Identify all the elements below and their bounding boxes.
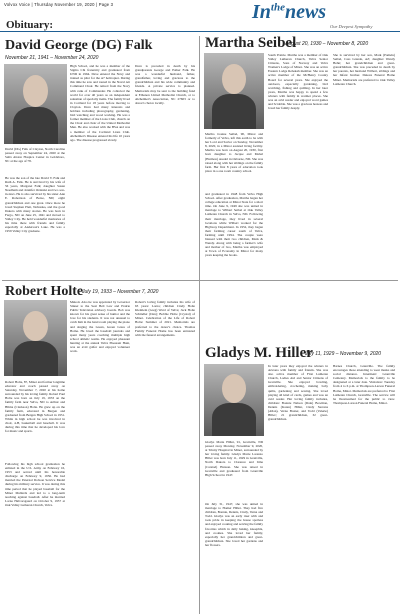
- tagline: Our Deepest Sympathy: [330, 24, 373, 29]
- obit-column: South Prairie. Martha was a member of Oak Valley Lutheran Church, Velva Senior Citizens, Sons of Norway and Velva Women's Lodge of Minot. She was an active Eastern Lodge Rebekah member. She was an active member of the McHenry County Board for several years. She enjoyed the outdoors, especially gardening, bird watching, fishing and quilting. In her later years, Martha was happy to spend a few winters with family in warmer places. She was an avid reader and enjoyed word games and Scrabble. She was a gracious hostess and loved her family deeply.: [268, 53, 328, 111]
- obit-column: Barnes Church, Granville. The family encourages those attending to wear masks and social distance. Interment: Granville Cemetery. Memorials to the family to be designated at a later date. Visitation: Tuesday from 4 to 6 p.m. at Thompson-Larson Funeral Home, Minot. Memorials are preferred to First Lutheran Church, Granville. The service will be livestreamed for the public to view. Thompson-Larson Funeral Home, Minot.: [333, 364, 395, 405]
- obit-column: On July 31, 1947, she was united in marriage to Homer Hiller. They had five children, Bonnie, Dennis, Cindy, Verna and Todd. Gladys was an early riser with and took pride in keeping the house spotless and enjoyed cooking and serving the family favorites which in daily baking, knoephla, and cookies. She loved her family, especially her grandchildren and great-grandchildren. She loved her gardens and her flowers.: [205, 502, 263, 547]
- obit-dates: July 19, 1933 – November 7, 2020: [82, 289, 159, 295]
- brand-main: the: [270, 1, 285, 14]
- obit-column: Makoti. Also he was appointed by Governor Sinner to the Seat Belt Law and Prairie Public Television advisory boards. Bob was known for his great sense of humor and the love for his students. It was not unusual to catch him in the band room playing the piano and singing the Green, Green Grass of Home. He loved the baseball journals and spent many years coaching multiple high school athletic teams. He enjoyed pheasant hunting at the annual Velva Pheasant Hunt, was an avid golfer and enjoyed volunteer work.: [70, 300, 130, 354]
- obit-dates: November 21, 1941 – November 24, 2020: [5, 55, 99, 61]
- obit-intro: David (DG) Falk of Clayton, North Carolina passed away on September 24, 2020 at the Salix Alston Hospice Center in Goldsboro, NC at the age of 78.: [5, 147, 65, 164]
- portrait-photo: [204, 364, 264, 436]
- obit-dates: July 11, 1929 – November 9, 2020: [305, 351, 382, 357]
- obit-name: David George (DG) Falk: [5, 38, 153, 53]
- column-divider: [199, 36, 200, 614]
- obit-column: Following his high school graduation he enlisted in the U.S. Army on February 16, 1953 and served until his honorable discharge on February 9, 1956. He had married the Paternal Dobson Service Medal during his military service. It was during this time period that he played baseball for the Minot Mallards and led to a long-term teaching against baseball. After he married Lorna Halvorsgaard on October 9, 1957 at Oak Valley Lutheran Church, Velva.: [5, 462, 65, 507]
- obit-name: Robert Holte: [5, 284, 84, 299]
- portrait-photo: [4, 300, 67, 376]
- obit-dates: August 20, 1930 – November 8, 2020: [285, 41, 369, 47]
- obit-column: Robert's loving family includes his wife of 63 years: Lorna; children Cindy Holte Kleinlein (Greg) Ward of Velva; Jack Holte Schindler (Dan); Bobbie Holte (Crystal) of Minot. Celebration of the Life of Robert Holte: Summer of 2021. Memorials are preferred to the donor's choice. Thomas Family Funeral Home has been entrusted with the funeral arrangements.: [135, 300, 195, 337]
- brand-suffix: news: [284, 1, 327, 23]
- obit-intro: Robert Holte, 87, Minot and former longtime educator and coach passed away on Saturday, November 7, 2020 at his home surrounded by his loving family. Robert Paul Holte was born on July 19, 1933 on the family farm near Velva, ND to Arthur and Hilma (Clarkson) Holte. He grew up on the family farm, educated in Bergen and graduated from Bergen High School in 1951. While in high school he was involved in choir, 4-H, basketball and baseball. It was during this time that he developed his love for music and sports.: [5, 380, 65, 434]
- section-title: Obituary:: [6, 19, 54, 31]
- obit-column: She is survived by her son, Mark (Pamela) Seibel, Cass Grande, AZ; daughter Wendy Hehn; her grandchildren and great-grandchildren. She was preceded in death by her parents, her husband Wilbert, siblings and her Infant brother. Dakota Funeral Home Minot. Memorials are preferred to Oak Valley Lutheran Church.: [333, 53, 395, 86]
- portrait-photo: [204, 53, 264, 129]
- obit-name: Gladys M. Hiller: [205, 345, 313, 361]
- obit-name: Martha Seibel: [205, 35, 297, 51]
- brand-prefix: In: [252, 1, 271, 23]
- obit-column: In later years they enjoyed the winters in Arizona with family and friends. She was also active member of First Lutheran Church, Ladies Aid and Senior Citizens of Granville. She enjoyed bowling, embroidering, crocheting, making baby quilts, gardening and sewing. She loved playing all kind of cards, games and was an avid reader. Her loving family includes, children: Bonnie Nelson (Dale) Bowman, Dennis (Karen) Hiller, Cindy Stevens (Allan), Verna Baxter, and Todd (Valerie) Hiller; 21 grandchildren, 32 great-grandchildren.: [268, 364, 328, 422]
- publication-line: Volvox Voice | Thursday November 19, 2020 | Page 3: [4, 2, 114, 7]
- portrait-photo: [4, 64, 67, 144]
- brand-logo: [252, 1, 326, 24]
- obit-column: and graduated in 1948 from Velva High School. After graduation, Martha began her college education at Minot State for a short time. On June 9, 1949 she was united in marriage to Wilbert Seibel at Oak Valley Lutheran Church in Velva, ND. Following their marriage, they lived in several locations while Wilbert worked for the Highway Department. In 1952, they began their farming career south of Velva, farming until 1994. The couple were blessed with their two children, Mark & Wendy. Along with being a farmer's wife and mother of two, Martha was employed at Town of Economy in Minot for many years keeping the books.: [205, 192, 263, 258]
- masthead: [0, 0, 400, 32]
- masthead-rule: [0, 31, 400, 32]
- obit-column: Dave is preceded in death by his grandparents George and Esther Falk. He was a wonderful husband, father, grandfather, loving and gracious to the grandchildren and his wide community and friends. A private service is planned. Memorials may be sent to the building fund at Elhanon United Methodist Church, or to Alzheimer's Association, NC 27603 or to donor's choice locally.: [135, 64, 195, 105]
- obit-intro: Martha Joanne Seibel, 90, Minot and formerly of Velva, left this earth to be with her Lord and Savior on Sunday, November 8, 2020, in a Minot assisted living facility. Martha was born on August 20, 1930, first born daughter to Jacque and Mabel (Harmon) Asadol in Osborne, ND. She was raised along with her siblings on the family farm. Her first 8 years of education took place in a one room country school.: [205, 132, 263, 173]
- obit-intro: Gladys Marie Hiller, 91, Granville, ND passed away Monday, November 9, 2020, at Trinity Hospital in Minot, surrounded by her loving family. Gladys Marie Lorenzo Hiller was born July 11, 1929 in Granville, North Dakota to Clarence and Irma (Carstad) Hanson. She was raised in Granville and graduated from Granville High School in 1947.: [205, 440, 263, 477]
- obit-column: High School, and he was a member of the Sigma Chi fraternity and graduated from UND in 1964. Dave entered the Navy and trained as pilot for the A7 helicopter. During this time he saw and toured in the Naval Air Command Choir. He retired from the Navy with rank of Commander. He collected the world for over 40 years as an independent salesman of specialty items. The family lived in Cortland for 18 years before moving to Clayton. Dave had many interests and hobbies including photography, gardening, bird watching and wood working. He was a former member of the Lions Club, church on the Choir and choir of the United Methodist Men. He also worked with the BSA and was a member of the Cortland Lions Club. Alzheimer's Disease entered his life 10 years ago. The disease progressed slowly.: [70, 64, 130, 142]
- section-divider: [200, 280, 398, 281]
- obit-column: He was the son of the late David V. Falk and Ruth A. Falk. He is survived by his wife of 56 years, Margaret Falk; daughter Susan Needham and Jennifer Orsinski and two son-in-laws. He is also survived by his sister Ann E. Robertson of Boise, ND; eight grandchildren and one great. Once more he loved Stephen Plett, Nebraska, and the good Dakota with many stories. He was born in Fargo, ND on June 25, 1941 and moved to Valley City. He held wonderful memories of his time there with friends and family especially at Anderson's Lake. He was a 1959 Valley City graduate.: [5, 176, 65, 234]
- section-divider: [2, 280, 199, 281]
